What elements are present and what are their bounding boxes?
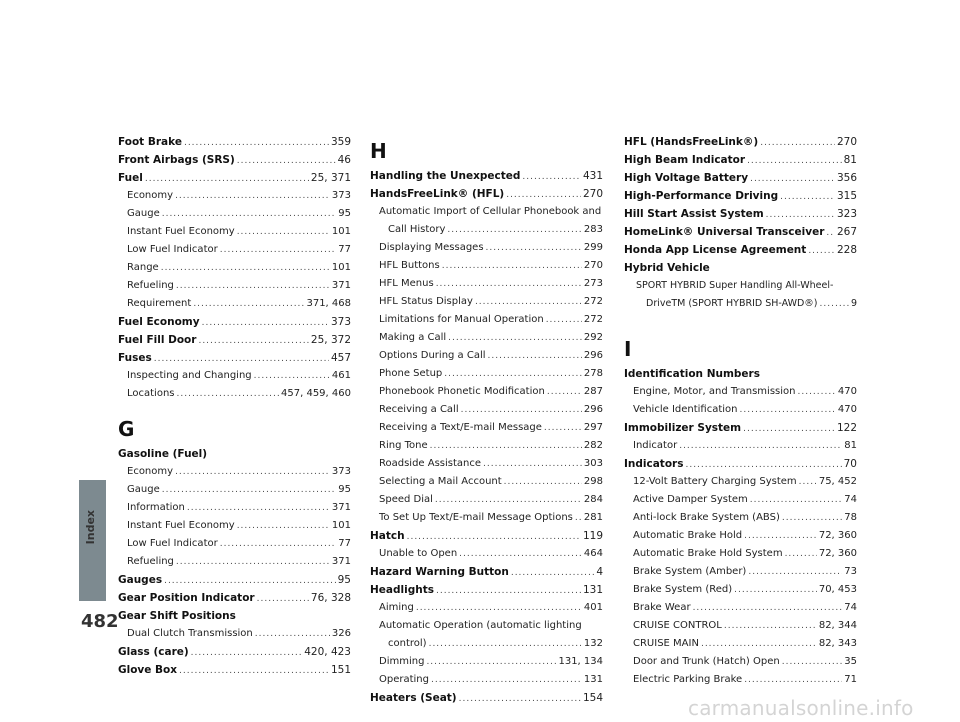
index-subentry[interactable]: Ring Tone ..... 282 <box>370 440 603 458</box>
side-tab-label: Index <box>84 510 97 545</box>
page-number: 482 <box>81 611 119 632</box>
index-subentry[interactable]: Roadside Assistance ..... 303 <box>370 458 603 476</box>
index-subentry[interactable]: Brake System (Amber) ..... 73 <box>624 566 857 584</box>
index-subentry[interactable]: Automatic Brake Hold ..... 72, 360 <box>624 530 857 548</box>
index-entry[interactable]: Hybrid Vehicle <box>624 262 710 274</box>
index-subentry[interactable]: Inspecting and Changing ..... 461 <box>118 370 351 388</box>
index-entry[interactable]: Gear Shift Positions <box>118 610 236 622</box>
index-subentry[interactable]: Phone Setup ..... 278 <box>370 368 603 386</box>
index-subentry[interactable]: Automatic Import of Cellular Phonebook and <box>379 206 602 217</box>
index-subentry[interactable]: Speed Dial ..... 284 <box>370 494 603 512</box>
index-subentry[interactable]: SPORT HYBRID Super Handling All-Wheel- <box>636 280 834 291</box>
index-entry[interactable]: Fuel ..... 25, 371 <box>118 172 351 190</box>
index-entry[interactable]: HFL (HandsFreeLink®) ..... 270 <box>624 136 857 154</box>
index-entry[interactable]: Hazard Warning Button ..... 4 <box>370 566 603 584</box>
index-subentry[interactable]: Automatic Brake Hold System ..... 72, 360 <box>624 548 857 566</box>
index-subentry[interactable]: Low Fuel Indicator ..... 77 <box>118 538 351 556</box>
index-subentry[interactable]: HFL Buttons ..... 270 <box>370 260 603 278</box>
index-subentry[interactable]: Instant Fuel Economy ..... 101 <box>118 226 351 244</box>
index-subentry[interactable]: Information ..... 371 <box>118 502 351 520</box>
index-subentry[interactable]: Requirement ..... 371, 468 <box>118 298 351 316</box>
index-entry[interactable]: Headlights ..... 131 <box>370 584 603 602</box>
index-entry[interactable]: Handling the Unexpected ..... 431 <box>370 170 603 188</box>
index-subentry[interactable]: Electric Parking Brake ..... 71 <box>624 674 857 692</box>
index-subentry[interactable]: Brake System (Red) ..... 70, 453 <box>624 584 857 602</box>
index-entry[interactable]: Hatch ..... 119 <box>370 530 603 548</box>
index-entry[interactable]: Honda App License Agreement ..... 228 <box>624 244 857 262</box>
index-subentry[interactable]: Receiving a Call ..... 296 <box>370 404 603 422</box>
index-subentry[interactable]: Refueling ..... 371 <box>118 280 351 298</box>
index-subentry[interactable]: Dual Clutch Transmission ..... 326 <box>118 628 351 646</box>
index-subentry[interactable]: Automatic Operation (automatic lighting <box>379 620 582 631</box>
index-subentry[interactable]: Anti-lock Brake System (ABS) ..... 78 <box>624 512 857 530</box>
index-subentry[interactable]: Refueling ..... 371 <box>118 556 351 574</box>
index-subentry[interactable]: Phonebook Phonetic Modification ..... 287 <box>370 386 603 404</box>
index-entry[interactable]: High Beam Indicator ..... 81 <box>624 154 857 172</box>
index-subentry[interactable]: Operating ..... 131 <box>370 674 603 692</box>
index-subentry[interactable]: Engine, Motor, and Transmission ..... 470 <box>624 386 857 404</box>
index-subentry[interactable]: Unable to Open ..... 464 <box>370 548 603 566</box>
index-subentry[interactable]: control) ..... 132 <box>370 638 603 656</box>
index-entry[interactable]: Heaters (Seat) ..... 154 <box>370 692 603 710</box>
index-subentry[interactable]: Door and Trunk (Hatch) Open ..... 35 <box>624 656 857 674</box>
index-column-3 <box>624 136 857 692</box>
index-subentry[interactable]: HFL Menus ..... 273 <box>370 278 603 296</box>
index-subentry[interactable]: Options During a Call ..... 296 <box>370 350 603 368</box>
section-letter-h: H <box>370 139 387 163</box>
index-subentry[interactable]: HFL Status Display ..... 272 <box>370 296 603 314</box>
index-entry[interactable]: Immobilizer System ..... 122 <box>624 422 857 440</box>
index-subentry[interactable]: Dimming ..... 131, 134 <box>370 656 603 674</box>
index-subentry[interactable]: Selecting a Mail Account ..... 298 <box>370 476 603 494</box>
index-entry[interactable]: Fuses ..... 457 <box>118 352 351 370</box>
index-entry[interactable]: Hill Start Assist System ..... 323 <box>624 208 857 226</box>
index-subentry[interactable]: To Set Up Text/E-mail Message Options ..... 281 <box>370 512 603 530</box>
index-entry[interactable]: Gauges ..... 95 <box>118 574 351 592</box>
index-entry[interactable]: Fuel Economy ..... 373 <box>118 316 351 334</box>
index-entry[interactable]: Gasoline (Fuel) <box>118 448 208 460</box>
index-subentry[interactable]: Range ..... 101 <box>118 262 351 280</box>
watermark: carmanualsonline.info <box>688 696 914 720</box>
index-subentry[interactable]: Brake Wear ..... 74 <box>624 602 857 620</box>
index-subentry[interactable]: Limitations for Manual Operation ..... 272 <box>370 314 603 332</box>
index-subentry[interactable]: Aiming ..... 401 <box>370 602 603 620</box>
index-subentry[interactable]: Economy ..... 373 <box>118 466 351 484</box>
index-subentry[interactable]: Call History ..... 283 <box>370 224 603 242</box>
index-entry[interactable]: High Voltage Battery ..... 356 <box>624 172 857 190</box>
index-subentry[interactable]: Gauge ..... 95 <box>118 484 351 502</box>
index-subentry[interactable]: 12-Volt Battery Charging System ..... 75, 452 <box>624 476 857 494</box>
index-subentry[interactable]: Making a Call ..... 292 <box>370 332 603 350</box>
index-subentry[interactable]: CRUISE MAIN ..... 82, 343 <box>624 638 857 656</box>
index-subentry[interactable]: Instant Fuel Economy ..... 101 <box>118 520 351 538</box>
index-subentry[interactable]: Economy ..... 373 <box>118 190 351 208</box>
index-entry[interactable]: HandsFreeLink® (HFL) ..... 270 <box>370 188 603 206</box>
index-subentry[interactable]: Active Damper System ..... 74 <box>624 494 857 512</box>
index-entry[interactable]: Indicators ..... 70 <box>624 458 857 476</box>
index-subentry[interactable]: Displaying Messages ..... 299 <box>370 242 603 260</box>
index-entry[interactable]: Fuel Fill Door ..... 25, 372 <box>118 334 351 352</box>
index-subentry[interactable]: Gauge ..... 95 <box>118 208 351 226</box>
index-subentry[interactable]: CRUISE CONTROL ..... 82, 344 <box>624 620 857 638</box>
index-subentry[interactable]: Locations ..... 457, 459, 460 <box>118 388 351 406</box>
index-entry[interactable]: Foot Brake ..... 359 <box>118 136 351 154</box>
index-subentry[interactable]: Receiving a Text/E-mail Message ..... 297 <box>370 422 603 440</box>
section-letter-i: I <box>624 337 632 361</box>
index-column-1 <box>118 136 351 682</box>
index-entry[interactable]: High-Performance Driving ..... 315 <box>624 190 857 208</box>
index-entry[interactable]: Identification Numbers <box>624 368 760 380</box>
index-entry[interactable]: Glass (care) ..... 420, 423 <box>118 646 351 664</box>
index-entry[interactable]: Glove Box ..... 151 <box>118 664 351 682</box>
index-entry[interactable]: Front Airbags (SRS) ..... 46 <box>118 154 351 172</box>
index-entry[interactable]: HomeLink® Universal Transceiver ..... 267 <box>624 226 857 244</box>
index-subentry[interactable]: Vehicle Identification ..... 470 <box>624 404 857 422</box>
index-column-2 <box>370 136 603 710</box>
index-entry[interactable]: Gear Position Indicator ..... 76, 328 <box>118 592 351 610</box>
index-subentry[interactable]: Low Fuel Indicator ..... 77 <box>118 244 351 262</box>
section-letter-g: G <box>118 417 135 441</box>
index-subentry[interactable]: Indicator ..... 81 <box>624 440 857 458</box>
index-subentry[interactable]: DriveTM (SPORT HYBRID SH-AWD®) ..... 9 <box>624 298 857 316</box>
